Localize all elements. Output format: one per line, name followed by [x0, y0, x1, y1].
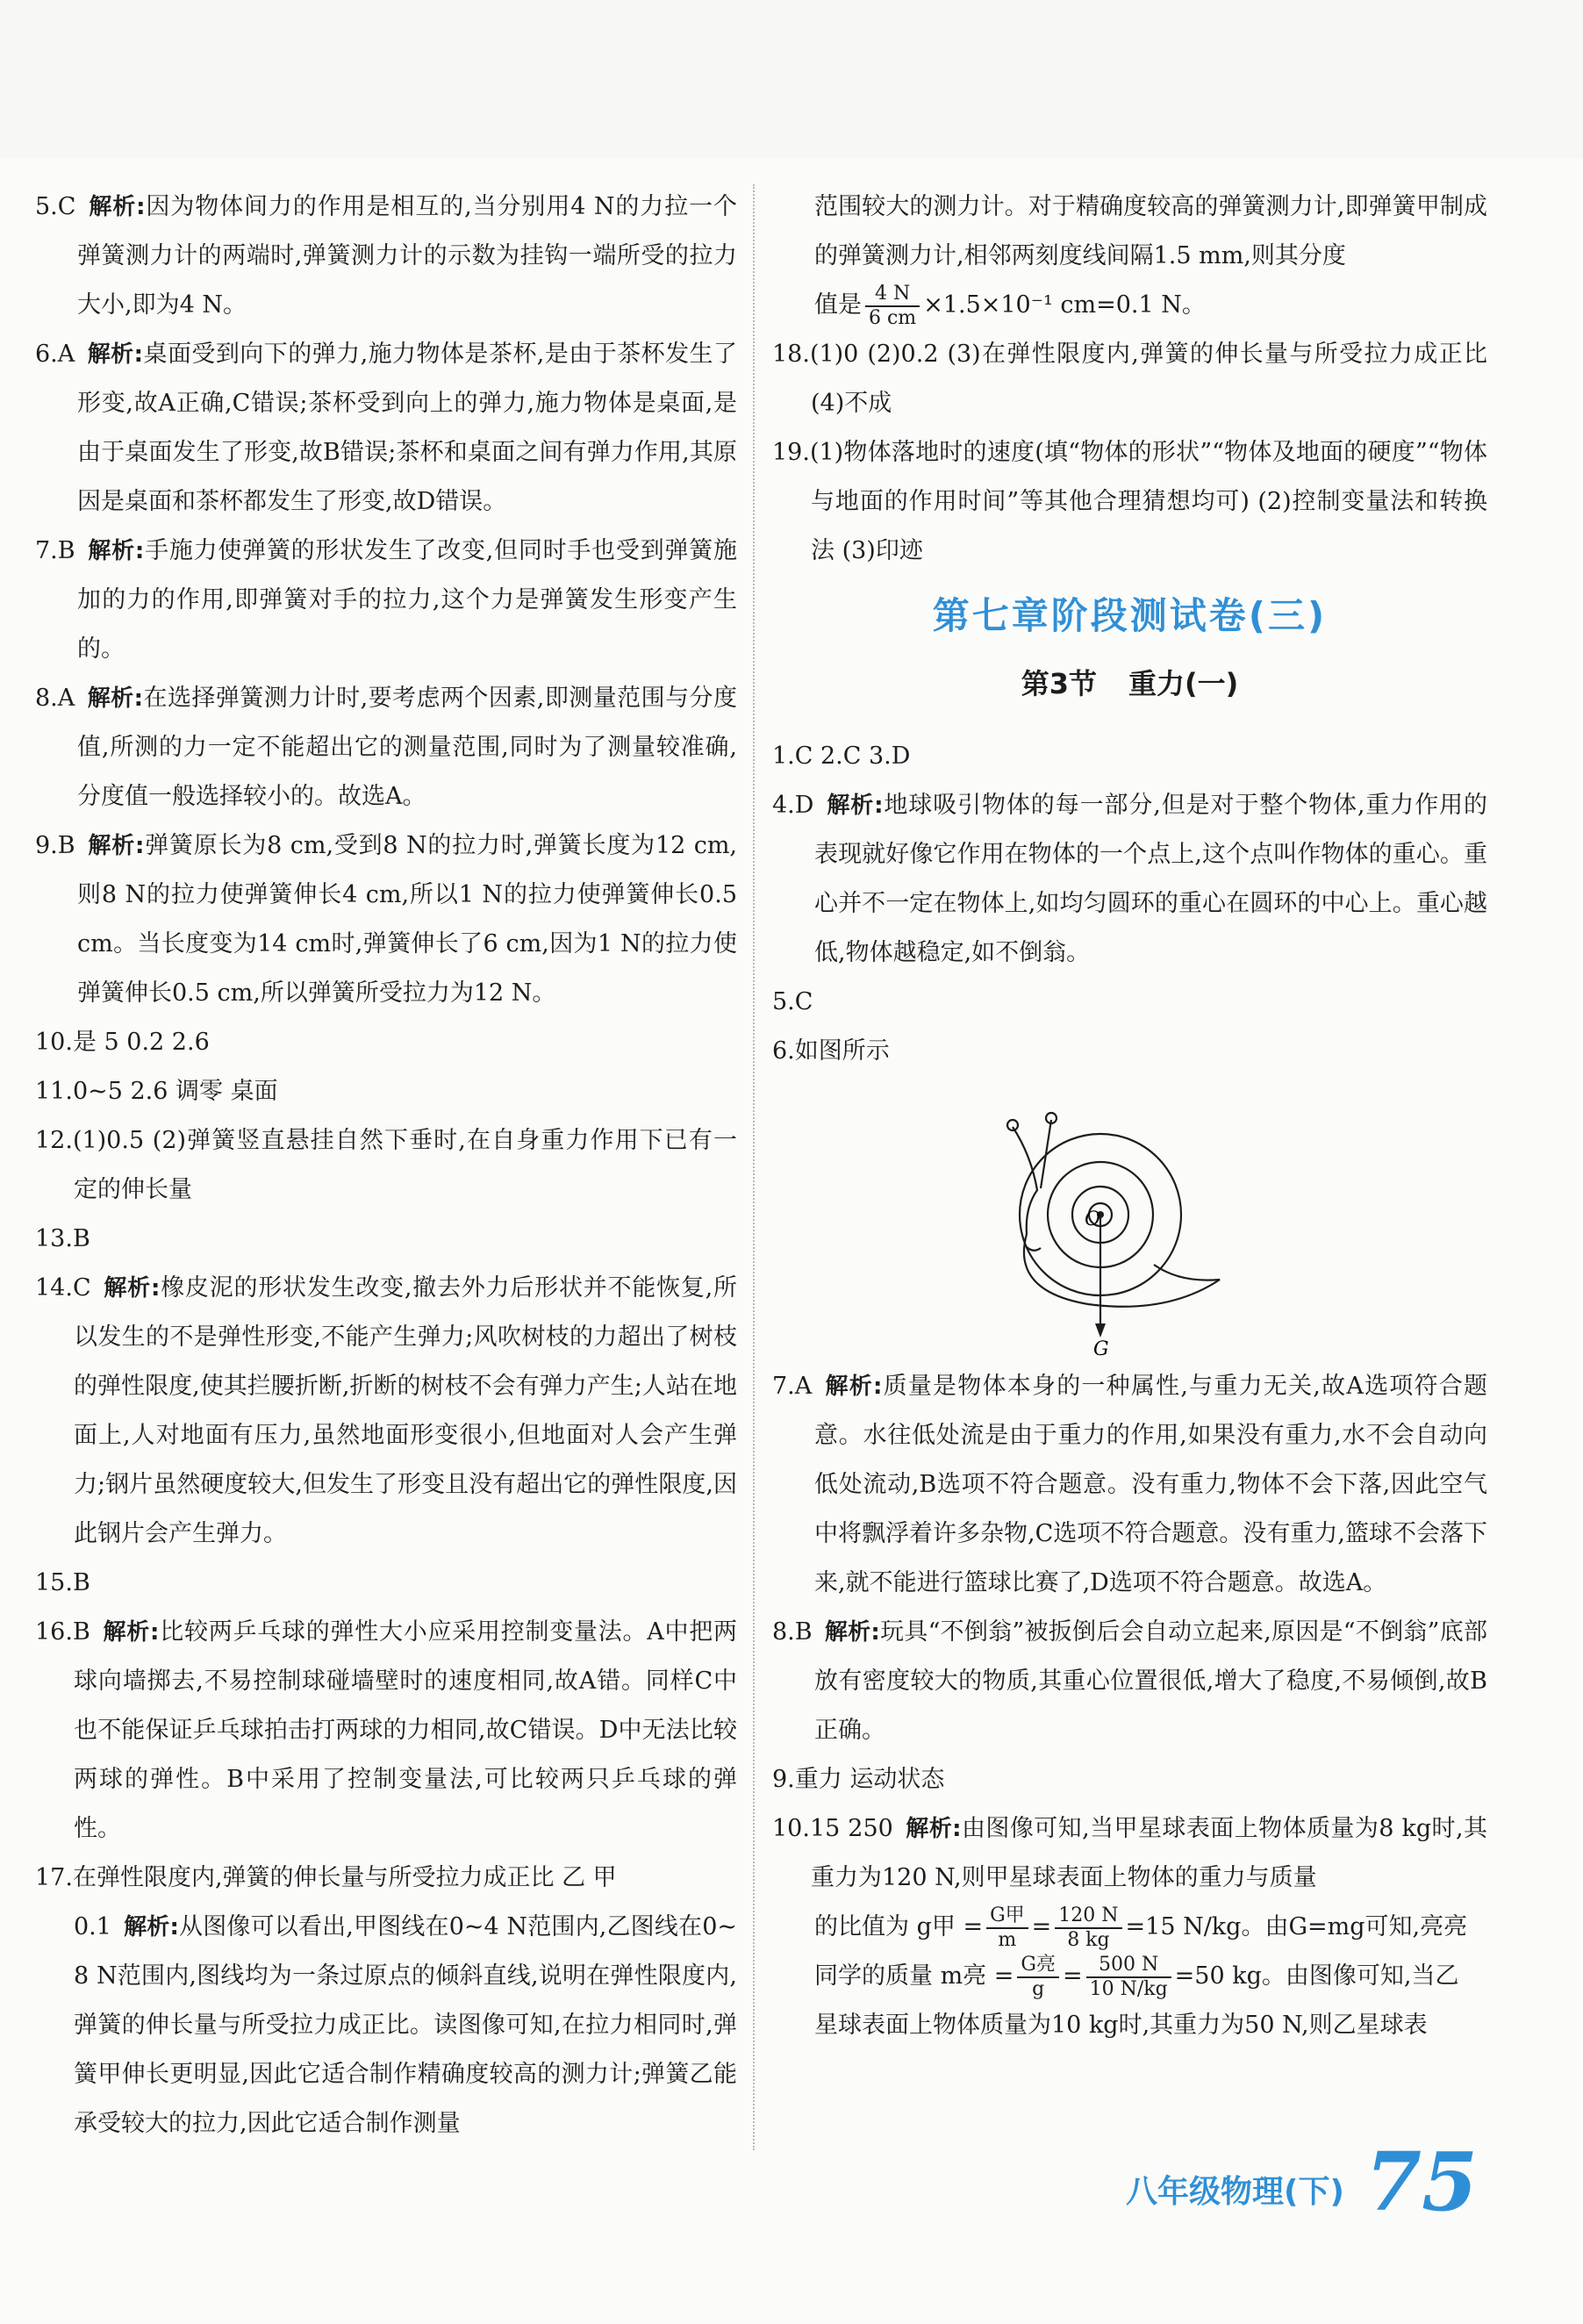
eq2-suffix: =50 kg。由图像可知,当乙 — [1174, 1962, 1459, 1990]
analysis-label: 解析: — [123, 1914, 179, 1940]
answer-18: 18.(1)0 (2)0.2 (3)在弹性限度内,弹簧的伸长量与所受拉力成正比 (4)不成 — [772, 341, 1487, 417]
analysis-label: 解析: — [88, 194, 146, 220]
fraction-denominator: 10 N/kg — [1089, 1977, 1168, 2000]
analysis-label: 解析: — [824, 1374, 883, 1400]
answer-5 — [35, 183, 737, 330]
section-answer-4-text: 地球吸引物体的每一部分,但是对于整个物体,重力作用的表现就好像它作用在物体的一个点上,这个点叫作物体的重心。重心并不一定在物体上,如均匀圆环的重心在圆环的中心上。重心越低,物体越稳定,如不倒翁。 — [814, 792, 1487, 966]
fraction — [1055, 1904, 1121, 1952]
fraction-numerator: 4 N — [865, 283, 920, 307]
fraction-denominator: g — [1032, 1977, 1045, 2000]
section-answer-8-num: 8.B — [772, 1618, 813, 1646]
eq2-prefix: 同学的质量 m亮 = — [814, 1962, 1014, 1990]
answer-5-text: 因为物体间力的作用是相互的,当分别用4 N的力拉一个弹簧测力计的两端时,弹簧测力计的示数为挂钩一端所受的拉力大小,即为4 N。 — [77, 193, 738, 319]
fraction — [865, 283, 920, 330]
section-answer-1-3: 1.C 2.C 3.D — [772, 742, 911, 770]
fraction-denominator: 6 cm — [869, 306, 917, 329]
section-answer-10-cont: 星球表面上物体质量为10 kg时,其重力为50 N,则乙星球表 — [814, 2012, 1428, 2039]
section-name: 重力(一) — [1128, 667, 1239, 700]
fraction — [1086, 1954, 1171, 2001]
answer-10: 10.是 5 0.2 2.6 — [35, 1029, 210, 1056]
section-title — [772, 662, 1487, 706]
answer-6 — [35, 330, 737, 527]
eq-suffix: ×1.5×10⁻¹ cm=0.1 N。 — [923, 291, 1206, 319]
section-number: 第3节 — [1021, 667, 1097, 700]
snail-eye-left — [1007, 1120, 1018, 1130]
page-footer — [1126, 2134, 1478, 2229]
section-answer-4 — [772, 781, 1487, 978]
section-answer-10-text: 由图像可知,当甲星球表面上物体质量为8 kg时,其重力为120 N,则甲星球表面上物体的重力与质量 — [811, 1815, 1487, 1891]
section-answer-10-eq2: 同学的质量 m亮 = $\frac{\text{G亮}}{g}$ = $\frac{500 N}{10 N/kg}$ =50 kg。由图像可知,当乙 — [814, 1953, 1459, 2000]
answer-9 — [35, 821, 737, 1018]
fraction-denominator: 8 kg — [1067, 1928, 1110, 1951]
section-answer-9: 9.重力 运动状态 — [772, 1766, 945, 1793]
eq1-prefix: 的比值为 g甲 = — [814, 1913, 984, 1940]
answer-14-num: 14.C — [35, 1274, 91, 1302]
answer-7-text: 手施力使弹簧的形状发生了改变,但同时手也受到弹簧施加的力的作用,即弹簧对手的拉力,这个力是弹簧发生形变产生的。 — [77, 537, 737, 663]
analysis-label: 解析: — [87, 538, 145, 564]
fraction — [986, 1904, 1028, 1952]
page-top-band — [0, 0, 1583, 158]
answer-16-text: 比较两乒乓球的弹性大小应采用控制变量法。A中把两球向墙掷去,不易控制球碰墙壁时的速度相同,故A错。同样C中也不能保证乒乓球拍击打两球的力相同,故C错误。D中无法比较两球的弹性。B中采用了控制变量法,可比较两只乒乓球的弹性。 — [74, 1618, 737, 1842]
answer-16 — [35, 1608, 737, 1854]
eq-prefix: 值是 — [814, 291, 862, 319]
answer-17-extra: 0.1 — [74, 1913, 111, 1940]
section-answer-7 — [772, 1362, 1487, 1608]
snail-gravity-diagram — [1000, 1085, 1228, 1357]
fraction-numerator: G亮 — [1017, 1954, 1059, 1978]
analysis-label: 解析: — [102, 1619, 160, 1646]
analysis-label: 解析: — [103, 1275, 161, 1302]
analysis-label: 解析: — [87, 341, 144, 368]
eq1-suffix: =15 N/kg。由G=mg可知,亮亮 — [1125, 1913, 1468, 1940]
section-answer-4-num: 4.D — [772, 792, 814, 819]
answer-5-num: 5.C — [35, 193, 76, 220]
answer-6-text: 桌面受到向下的弹力,施力物体是茶杯,是由于茶杯发生了形变,故A正确,C错误;茶杯受到向上的弹力,施力物体是桌面,是由于桌面发生了形变,故B错误;茶杯和桌面之间有弹力作用,其原因是桌面和茶杯都发生了形变,故D错误。 — [77, 341, 737, 515]
fraction-numerator: 120 N — [1055, 1904, 1121, 1929]
chapter-title: 第七章阶段测试卷(三) — [932, 594, 1328, 637]
answer-7 — [35, 527, 737, 674]
analysis-label: 解析: — [87, 833, 145, 859]
answer-7-num: 7.B — [35, 537, 75, 564]
section-answer-6: 6.如图所示 — [772, 1037, 890, 1065]
answer-13: 13.B — [35, 1225, 90, 1252]
fraction-denominator: m — [998, 1928, 1017, 1951]
analysis-label: 解析: — [826, 793, 884, 819]
snail-body-outline — [1024, 1234, 1220, 1307]
section-answer-10-num: 10.15 250 — [772, 1815, 893, 1842]
answer-14 — [35, 1264, 737, 1559]
answer-17 — [35, 1854, 737, 2148]
snail-neck — [1013, 1127, 1037, 1234]
fraction — [1017, 1954, 1059, 2001]
answer-19: 19.(1)物体落地时的速度(填“物体的形状”“物体及地面的硬度”“物体与地面的作用时间”等其他合理猜想均可) (2)控制变量法和转换法 (3)印迹 — [772, 439, 1487, 564]
answer-17-equation — [772, 281, 1487, 330]
gravity-label: G — [1093, 1338, 1109, 1357]
answer-14-text: 橡皮泥的形状发生改变,撤去外力后形状并不能恢复,所以发生的不是弹性形变,不能产生弹力;风吹树枝的力超出了树枝的弹性限度,使其拦腰折断,折断的树枝不会有弹力产生;人站在地面上,人对地面有压力,虽然地面形变很小,但地面对人会产生弹力;钢片虽然硬度较大,但发生了形变且没有超出它的弹性限度,因此钢片会产生弹力。 — [74, 1274, 737, 1547]
analysis-label: 解析: — [824, 1619, 880, 1646]
center-label: O — [1085, 1209, 1101, 1230]
section-answer-7-text: 质量是物体本身的一种属性,与重力无关,故A选项符合题意。水往低处流是由于重力的作用,如果没有重力,水不会自动向低处流动,B选项不符合题意。没有重力,物体不会下落,因此空气中将飘浮着许多杂物,C选项不符合题意。没有重力,篮球不会落下来,就不能进行篮球比赛了,D选项不符合题意。故选A。 — [814, 1373, 1487, 1596]
left-column — [35, 183, 737, 2148]
section-answer-8-text: 玩具“不倒翁”被扳倒后会自动立起来,原因是“不倒翁”底部放有密度较大的物质,其重心位置很低,增大了稳度,不易倾倒,故B正确。 — [814, 1618, 1488, 1744]
answer-8 — [35, 674, 737, 821]
answer-8-text: 在选择弹簧测力计时,要考虑两个因素,即测量范围与分度值,所测的力一定不能超出它的测量范围,同时为了测量较准确,分度值一般选择较小的。故选A。 — [77, 685, 737, 810]
section-answer-5: 5.C — [772, 988, 813, 1015]
section-answer-7-num: 7.A — [772, 1373, 813, 1400]
right-column — [772, 183, 1487, 2050]
section-answer-8 — [772, 1608, 1487, 1755]
answer-9-num: 9.B — [35, 832, 75, 859]
fraction-numerator: G甲 — [986, 1904, 1028, 1929]
answer-17-line1: 17.在弹性限度内,弹簧的伸长量与所受拉力成正比 乙 甲 — [35, 1864, 617, 1891]
section-answer-10 — [772, 1804, 1487, 1903]
analysis-label: 解析: — [87, 685, 144, 712]
analysis-label: 解析: — [905, 1816, 962, 1842]
answer-11: 11.0~5 2.6 调零 桌面 — [35, 1078, 278, 1105]
footer-book-title: 八年级物理(下) — [1126, 2174, 1344, 2210]
fraction-numerator: 500 N — [1086, 1954, 1171, 1978]
answer-16-num: 16.B — [35, 1618, 90, 1646]
answer-17-text: 从图像可以看出,甲图线在0~4 N范围内,乙图线在0~8 N范围内,图线均为一条过原点的倾斜直线,说明在弹性限度内,弹簧的伸长量与所受拉力成正比。读图像可知,在拉力相同时,弹簧甲伸长更明显,因此它适合制作精确度较高的测力计;弹簧乙能承受较大的拉力,因此它适合制作测量 — [74, 1913, 737, 2137]
answer-6-num: 6.A — [35, 341, 75, 368]
answer-15: 15.B — [35, 1569, 90, 1596]
column-divider — [753, 184, 755, 2150]
answer-9-text: 弹簧原长为8 cm,受到8 N的拉力时,弹簧长度为12 cm,则8 N的拉力使弹簧伸长4 cm,所以1 N的拉力使弹簧伸长0.5 cm。当长度变为14 cm时,弹簧伸长了6 cm,因为1 N的拉力使弹簧伸长0.5 cm,所以弹簧所受拉力为12 N。 — [77, 832, 738, 1007]
answer-8-num: 8.A — [35, 685, 75, 712]
page-number: 75 — [1365, 2134, 1478, 2229]
answer-17-continued: 范围较大的测力计。对于精确度较高的弹簧测力计,即弹簧甲制成的弹簧测力计,相邻两刻度线间隔1.5 mm,则其分度 — [814, 193, 1487, 269]
gravity-arrow-head — [1095, 1323, 1106, 1338]
answer-12: 12.(1)0.5 (2)弹簧竖直悬挂自然下垂时,在自身重力作用下已有一定的伸长量 — [35, 1127, 737, 1203]
snail-drawing — [1007, 1113, 1220, 1307]
section-answer-10-eq1: 的比值为 g甲 = $\frac{\text{G甲}}{m}$ = $\frac{120 N}{8 kg}$ =15 N/kg。由G=mg可知,亮亮 — [814, 1904, 1468, 1951]
